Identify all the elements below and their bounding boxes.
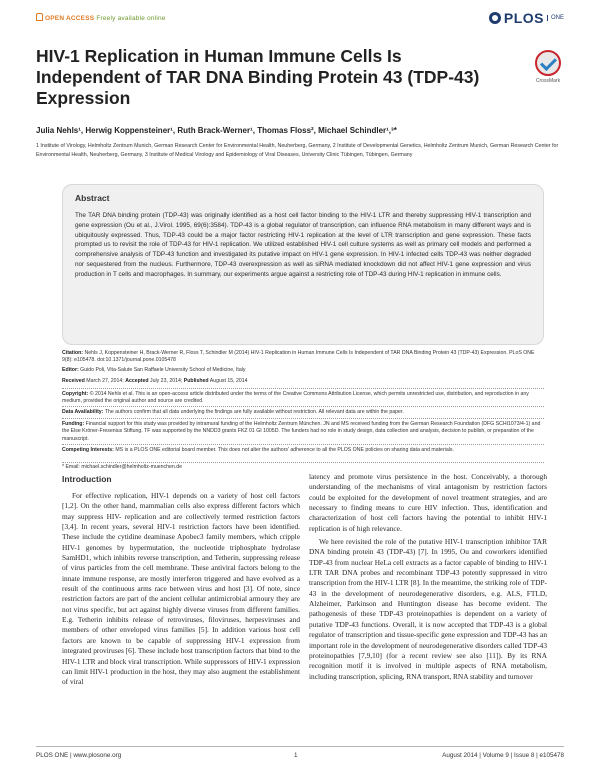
abstract-box <box>62 184 544 345</box>
competing-interests-text: MS is a PLOS ONE editorial board member. This does not alter the authors' adherence to all the PLOS ONE policies on sharing data and materials. <box>115 447 454 453</box>
competing-interests-label: Competing Interests: <box>62 447 114 453</box>
dates-block <box>62 378 544 385</box>
data-availability-block <box>62 409 544 416</box>
open-lock-icon <box>36 13 43 21</box>
introduction-heading: Introduction <box>62 474 112 484</box>
intro-left-column <box>62 491 300 688</box>
intro-paragraph: For effective replication, HIV-1 depends on a variety of host cell factors [1,2]. On the other hand, mammalian cells also express different factors which may suppress HIV- replication and are collectively termed restriction factors [3,4]. In recent years, several HIV-1 restriction factors have been identified. These include the cytidine deaminase Apobec3 family members, which cripple HIV-1 genomes by hypermutation, the nucleotide triphosphate hydrolase SamHD1, which inhibits reverse transcription, and Tetherin, suppressing release of virus particles from the cell membrane. These antiviral factors belong to the innate immune response, are mostly interferon triggered and have evolved as a result of the continuous arms race between virus and host [3]. Of note, since restriction factors are part of the ancient cellular antimicrobial armoury they are not virus specific, but act against highly diverse viruses from different families. E.g. Tetherin inhibits release of retroviruses, filoviruses, herpesviruses and members of other enveloped virus families [5]. In addition various host cell factors are known to be capable of suppressing HIV-1 expression from integrated proviruses [6]. These include host transcription factors that bind to the HIV-1 LTR and block viral transcription. While suppressors of HIV-1 expression can limit HIV-1 production in the host, they may also augment the establishment of viral <box>62 491 300 687</box>
page-footer <box>36 750 564 762</box>
footer-journal[interactable]: PLOS ONE | www.plosone.org <box>36 752 122 759</box>
intro-paragraph: We here revisited the role of the putative HIV-1 transcription inhibitor TAR DNA binding protein 43 (TDP-43) [7]. In 1995, Ou and coworkers identified TDP-43 from nuclear HeLa cell extracts as a factor capable of binding to HIV-1 LTR TAR DNA probes and recombinant TDP-43 potently suppressed in vitro transcription from the HIV-1 LTR [8]. In the meantime, the striking role of TDP-43 in the development of neurodegenerative disorders, e.g. ALS, FTLD, Alzheimer, Parkinson and Huntington disease has become evident. The pathogenesis of these TDP-43 proteinopathies is dependent on a variety of putative TDP-43 functions. Overall, it is now accepted that TDP-43 is a global regulator of transcription and tissue-specific gene expression and TDP-43 has an important role in the development of neurodegenerative disorders called TDP-43 proteinopathies [7,9,10] (for a recent review see also [11]). By its RNA recognition motif it is involved in multiple aspects of RNA metabolism, including transcription, splicing, RNA transport, RNA stability and turnover <box>309 537 547 681</box>
divider <box>62 444 544 445</box>
article-title: HIV-1 Replication in Human Immune Cells Is Independent of TAR DNA Binding Protein 43 (TDP-43) Expression <box>36 46 480 108</box>
intro-paragraph: latency and promote virus persistence in the host. Conceivably, a thorough understanding of the mechanisms of viral antagonism by restriction factors could be exploited for the development of novel treatment strategies, and are necessary to finding means to cure HIV infection. Thus, identification and characterization of host cell factors having the potential to inhibit HIV-1 replication is of high relevance. <box>309 472 547 533</box>
divider <box>62 388 544 389</box>
crossmark-label: CrossMark <box>535 78 561 84</box>
journal-header <box>36 10 564 30</box>
page-number: 1 <box>294 752 298 759</box>
competing-interests-block <box>62 447 544 454</box>
editor-block <box>62 367 544 374</box>
abstract-heading: Abstract <box>75 193 110 203</box>
footer-issue-info: August 2014 | Volume 9 | Issue 8 | e105478 <box>442 752 564 759</box>
published-label: Published <box>183 378 209 384</box>
copyright-text: © 2014 Nehls et al. This is an open-access article distributed under the terms of the Creative Commons Attribution License, which permits unrestricted use, distribution, and reproduction in any medium, provided the original author and source are credited. <box>62 391 529 405</box>
plos-wordmark: PLOS <box>503 10 544 26</box>
data-availability-label: Data Availability: <box>62 409 104 415</box>
plos-one-logo[interactable] <box>489 10 564 26</box>
published-date: August 15, 2014 <box>209 378 248 384</box>
open-access-label <box>36 13 166 22</box>
funding-block <box>62 421 544 443</box>
author-list: Julia Nehls¹, Herwig Koppensteiner¹, Ruth Brack-Werner¹, Thomas Floss², Michael Schindler¹,³* <box>36 126 397 135</box>
intro-right-column <box>309 472 547 682</box>
accepted-label: Accepted <box>125 378 149 384</box>
data-availability-text: The authors confirm that all data underlying the findings are fully available without restriction. All relevant data are within the paper. <box>104 409 404 415</box>
freely-available-text: Freely available online <box>96 15 166 22</box>
citation-label: Citation: <box>62 350 84 356</box>
received-date: March 27, 2014; <box>86 378 124 384</box>
affiliations: 1 Institute of Virology, Helmholtz Zentrum Munich, German Research Center for Environmental Health, Neuherberg, Germany, 2 Institute of Developmental Genetics, Helmholtz Zentrum Munich, German Research Center for Environmental Health, Neuherberg, Germany, 3 Institute of Medical Virology and Epidemiology of Viral Diseases, University Clinic Tübingen, Tübingen, Germany <box>36 143 559 158</box>
funding-text: Financial support for this study was provided by intramural funding of the Helmholtz Zentrum München. JN and MS received funding from the German Research Foundation (DFG SCHI1073/4-1) and the Else Kröner-Fresenius Stiftung. TF was supported by the NNDD3 grants FKZ 01 GI 1005D. The funders had no role in study design, data collection and analysis, decision to publish, or preparation of the manuscript. <box>62 421 541 442</box>
crossmark-badge[interactable] <box>532 50 564 84</box>
divider <box>62 418 544 419</box>
email-block <box>62 464 302 471</box>
corresponding-email[interactable]: * Email: michael.schindler@helmholtz-muenchen.de <box>62 464 183 470</box>
open-text: OPEN <box>45 15 65 22</box>
copyright-block <box>62 391 544 406</box>
access-text: ACCESS <box>66 15 95 22</box>
plos-logo-icon <box>489 12 501 24</box>
footer-divider <box>36 746 564 747</box>
abstract-text: The TAR DNA binding protein (TDP-43) was originally identified as a host cell factor binding to the HIV-1 LTR and thereby suppressing HIV-1 transcription and gene expression (Ou et al., J.Virol. 1995, 69(6):3584). TDP-43 is a global regulator of transcription, can influence RNA metabolism in many different ways and is ubiquitously expressed. Thus, TDP-43 could be a major factor restricting HIV-1 replication at the level of LTR transcription and gene expression. These facts prompted us to revisit the role of TDP-43 for HIV-1 replication. We utilized established HIV-1 cell culture systems as well as primary cell models and performed a comprehensive analysis of TDP-43 function and investigated its putative impact on HIV-1 gene expression. In HIV-1 infected cells TDP-43 was neither degraded nor sequestered from the nucleus. Furthermore, TDP-43 overexpression as well as siRNA mediated knockdown did not affect HIV-1 gene expression and virus production in T cells and macrophages. In summary, our experiments argue against a restricting role of TDP-43 during HIV-1 replication in immune cells. <box>75 212 531 278</box>
divider <box>62 406 544 407</box>
citation-text: Nehls J, Koppensteiner H, Brack-Werner R, Floss T, Schindler M (2014) HIV-1 Replication in Human Immune Cells Is Independent of TAR DNA Binding Protein 43 (TDP-43) Expression. PLoS ONE 9(8): e105478. doi:10.1371/journal.pone.0105478 <box>62 350 535 364</box>
editor-text: Guido Poli, Vita-Salute San Raffaele University School of Medicine, Italy <box>80 367 246 373</box>
one-wordmark: ONE <box>547 15 564 21</box>
divider <box>62 462 544 463</box>
accepted-date: July 23, 2014; <box>150 378 183 384</box>
copyright-label: Copyright: <box>62 391 89 397</box>
editor-label: Editor: <box>62 367 79 373</box>
received-label: Received <box>62 378 85 384</box>
citation-block <box>62 350 544 365</box>
funding-label: Funding: <box>62 421 85 427</box>
crossmark-icon <box>535 50 561 76</box>
